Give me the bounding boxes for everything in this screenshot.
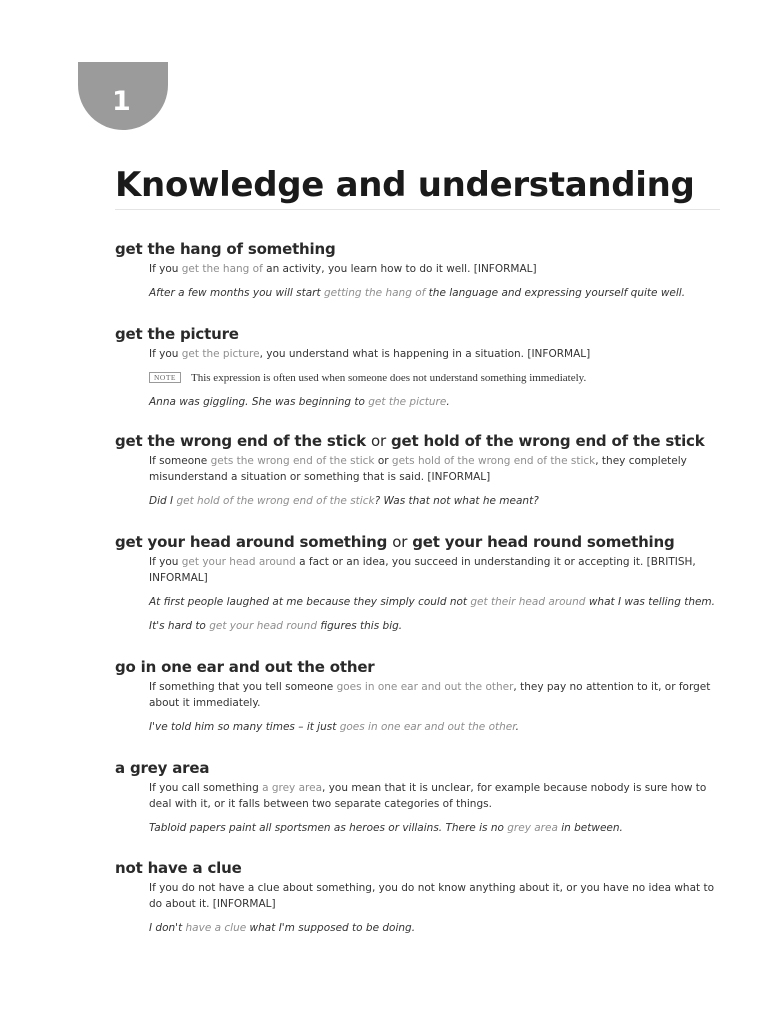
entry-headword: get your head around something or get your head round something [115,533,675,551]
entry-definition: If something that you tell someone goes in one ear and out the other, they pay no attention to it, or forget about it immediately. [149,681,711,709]
entry [115,324,725,410]
entry-headword: a grey area [115,759,210,777]
entry-headword: not have a clue [115,859,242,877]
entry [115,431,725,509]
entry-headword: get the wrong end of the stick or get hold of the wrong end of the stick [115,432,705,450]
entry-example: I've told him so many times – it just goes in one ear and out the other. [149,721,519,733]
entry-example: Tabloid papers paint all sportsmen as heroes or villains. There is no grey area in between. [149,822,623,834]
note-label: NOTE [149,372,181,383]
entry-example: After a few months you will start getting the hang of the language and expressing yourself quite well. [149,287,686,299]
entry-definition: If you call something a grey area, you mean that it is unclear, for example because nobody is sure how to deal with it, or it falls between two separate categories of things. [149,782,707,810]
note-text: This expression is often used when someone does not understand something immediately. [191,372,587,384]
entry-example: At first people laughed at me because they simply could not get their head around what I was telling them. [149,596,716,608]
chapter-tab [78,62,168,130]
entry-headword: go in one ear and out the other [115,658,375,676]
entry-example: I don't have a clue what I'm supposed to be doing. [149,922,416,934]
entry [115,657,725,735]
entry-headword: get the hang of something [115,240,336,258]
entry-example: Anna was giggling. She was beginning to get the picture. [149,396,450,408]
entry [115,758,725,836]
entry-note [115,370,725,386]
entry [115,858,725,936]
entry-definition: If you get the hang of an activity, you learn how to do it well. [INFORMAL] [149,263,537,275]
entry-definition: If you get your head around a fact or an idea, you succeed in understanding it or accepting it. [BRITISH, INFORMAL] [149,556,696,584]
title-divider [115,209,720,210]
entry-example: It's hard to get your head round figures this big. [149,620,403,632]
entry-definition: If someone gets the wrong end of the stick or gets hold of the wrong end of the stick, they completely misunderstand a situation or something that is said. [INFORMAL] [149,455,687,483]
entry-headword: get the picture [115,325,239,343]
page-title: Knowledge and understanding [115,165,695,205]
entry [115,532,725,634]
entry-definition: If you get the picture, you understand what is happening in a situation. [INFORMAL] [149,348,591,360]
entry-definition: If you do not have a clue about something, you do not know anything about it, or you have no idea what to do about it. [INFORMAL] [149,882,715,910]
entry-example: Did I get hold of the wrong end of the stick? Was that not what he meant? [149,495,539,507]
entry [115,239,725,301]
chapter-number: 1 [112,86,131,117]
